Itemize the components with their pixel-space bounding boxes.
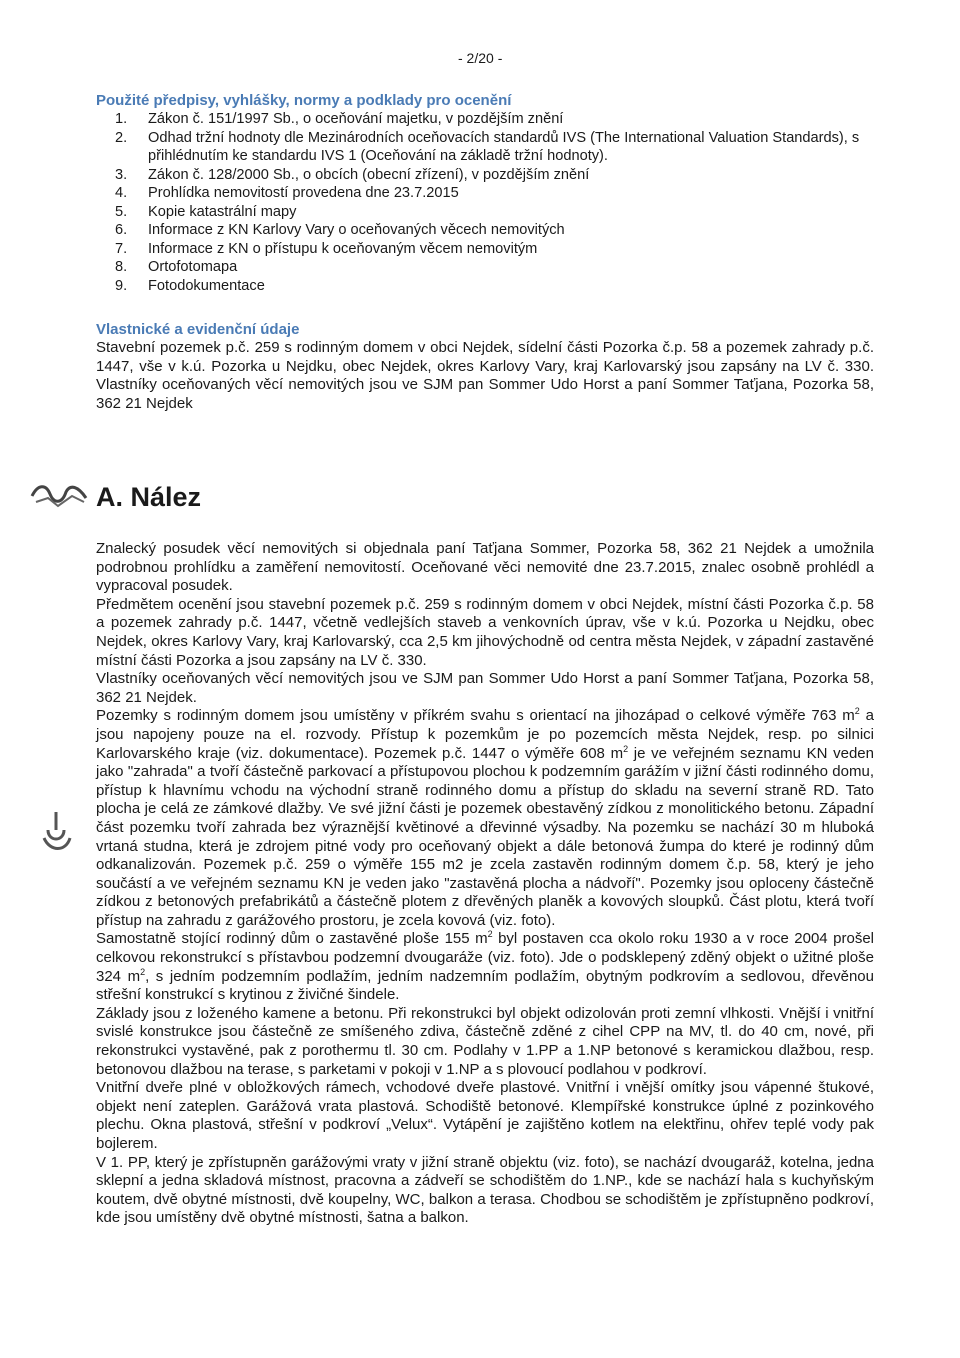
list-item: 3. Zákon č. 128/2000 Sb., o obcích (obecní zřízení), v pozdějším znění: [115, 166, 590, 183]
page-number: - 2/20 -: [458, 50, 503, 66]
ownership-heading: Vlastnické a evidenční údaje: [96, 321, 300, 338]
finding-paragraph: Základy jsou z loženého kamene a betonu. Při rekonstrukci byl objekt odizolován proti zemní vlhkosti. Vnější i vnitřní svislé konstrukce jsou částečně ze smíšeného zdiva, částečně zděné z cihel CPP na MV, tl. do 40 cm, nové, při rekonstrukci vystavěné, pak z porothermu tl. 30 cm. Podlahy v 1.PP a 1.NP betonové s keramickou dlažbou, resp. betonovou dlažbou na terase, s parketami v pokoji v 1.NP a s plovoucí podlahou v podkroví.: [96, 1004, 874, 1078]
finding-paragraph: Znalecký posudek věcí nemovitých si objednala paní Taťjana Sommer, Pozorka 58, 362 21 Nejdek a umožnila podrobnou prohlídku a zaměření nemovitostí. Oceňované věci nemovité dne 23.7.2015, znalec osobně prohlédl a vypracoval posudek.: [96, 540, 874, 595]
list-item: 9. Fotodokumentace: [115, 277, 265, 294]
list-item: 4. Prohlídka nemovitostí provedena dne 23.7.2015: [115, 185, 459, 201]
finding-paragraph: Samostatně stojící rodinný dům o zastavěné ploše 155 $m^2$ byl postaven cca okolo roku 1930 a v roce 2004 prošel celkovou rekonstrukcí s přístavbou podzemní dvougaráže (viz. foto). Jde o podsklepený zděný objekt o užitné ploše 324 $m^2$, s jedním podzemním podlažím, jedním nadzemním podlažím, obytným podkrovím a sedlovou, dřevěnou střešní konstrukcí s krytinou z živičné šindele.: [96, 929, 874, 1004]
ownership-text: Stavební pozemek p.č. 259 s rodinným domem v obci Nejdek, sídelní části Pozorka č.p. 58 a pozemek zahrady p.č. 1447, vše v k.ú. Pozorka u Nejdku, obec Nejdek, okres Karlovy Vary, kraj Karlovarský jsou zapsány na LV č. 330. Vlastníky oceňovaných věcí nemovitých jsou ve SJM pan Sommer Udo Horst a paní Sommer Taťjana, Pozorka 58, 362 21 Nejdek: [96, 339, 874, 412]
finding-paragraph: Pozemky s rodinným domem jsou umístěny v příkrém svahu s orientací na jihozápad o celkové výměře 763 $m^2$ a jsou napojeny pouze na el. rozvody. Přístup k pozemkům je po pozemcích města Nejdek, resp. po silnici Karlovarského kraje (viz. dokumentace). Pozemek p.č. 1447 o výměře 608 $m^2$ je ve veřejném seznamu KN veden jako "zahrada" a tvoří částečně parkovací a přístupovou plochou k podzemním garážím v jižní části rodinného domu, přístup k hlavnímu vchodu na východní straně rodinného domu a přístup do skladu na severní straně RD. Tato plocha je celá ze zámkové dlažby. Ve své jižní části je pozemek obestavěný zídkou z monolitického betonu. Západní část pozemku tvoří zahrada bez výraznější květinové a dřevinné výsadby. Na pozemku se nachází 30 m hluboká vrtaná studna, která je zdrojem pitné vody pro oceňovaný objekt a dále betonová žumpa do které je rodinný dům odkanalizován. Pozemek p.č. 259 o výměře 155 m2 je zcela zastavěn rodinným domem č.p. 58, který je jeho součástí a ve veřejném seznamu KN je veden jako "zastavěná plocha a nádvoří". Pozemky jsou oploceny částečně zídkou z betonových prefabrikátů a částečně plotem z dřevěných planěk a kovových sloupků. Část plotu, která tvoří přístup na zahradu z garážového prostoru, je zcela kovová (viz. foto).: [96, 706, 874, 929]
finding-paragraph: Vnitřní dveře plné v obložkových rámech, vchodové dveře plastové. Vnitřní i vnější omítky jsou vápenné štukové, objekt není zateplen. Garážová vrata plastová. Schodiště betonové. Klempířské konstrukce úplné z pozinkového plechu. Okna plastová, střešní v podkroví „Velux“. Vytápění je zajištěno kotlem na elektřinu, ohřev teplé vody pak bojlerem.: [96, 1079, 874, 1152]
sources-list: [96, 110, 876, 295]
pen-scribble-icon: [36, 808, 76, 856]
list-item: 8. Ortofotomapa: [115, 259, 238, 275]
list-item: 5. Kopie katastrální mapy: [115, 203, 297, 220]
finding-heading: A. Nález: [96, 482, 202, 512]
finding-body: [96, 540, 874, 1228]
sources-heading: Použité předpisy, vyhlášky, normy a podklady pro ocenění: [96, 92, 512, 109]
finding-paragraph: V 1. PP, který je zpřístupněn garážovými vraty v jižní straně objektu (viz. foto), se nachází dvougaráž, kotelna, jedna sklepní a jedna skladová místnost, pracovna a zádveří se schodištěm do 1.NP., kde se nachází hala s kuchyňským koutem, dvě obytné místnosti, dvě koupelny, WC, balkon a terasa. Chodbou se schodištěm je zpřístupněno podkroví, kde jsou umístěny dvě obytné místnosti, šatna a balkon.: [96, 1153, 874, 1227]
finding-paragraph: Předmětem ocenění jsou stavební pozemek p.č. 259 s rodinným domem v obci Nejdek, místní části Pozorka č.p. 58 a pozemek zahrady p.č. 1447, včetně vedlejších staveb a venkovních úprav, vše v k.ú. Pozorka u Nejdku, obec Nejdek, okres Karlovy Vary, kraj Karlovarský, cca 2,5 km jihovýchodně od centra města Nejdek, v západní zastavěné místní části Pozorka a jsou zapsány na LV č. 330.: [96, 595, 874, 669]
list-item: 7. Informace z KN o přístupu k oceňovaným věcem nemovitým: [115, 240, 538, 257]
finding-paragraph: Vlastníky oceňovaných věcí nemovitých jsou ve SJM pan Sommer Udo Horst a paní Sommer Taťjana, Pozorka 58, 362 21 Nejdek.: [96, 670, 874, 706]
list-item: 6. Informace z KN Karlovy Vary o oceňovaných věcech nemovitých: [115, 222, 565, 238]
pen-scribble-icon: [28, 476, 90, 516]
list-item: 2. Odhad tržní hodnoty dle Mezinárodních oceňovacích standardů IVS (The International Valuation Standards), s přihlédnutím ke standardu IVS 1 (Oceňování na základě tržní hodnoty).: [115, 129, 860, 164]
list-item: 1. Zákon č. 151/1997 Sb., o oceňování majetku, v pozdějším znění: [115, 111, 564, 127]
